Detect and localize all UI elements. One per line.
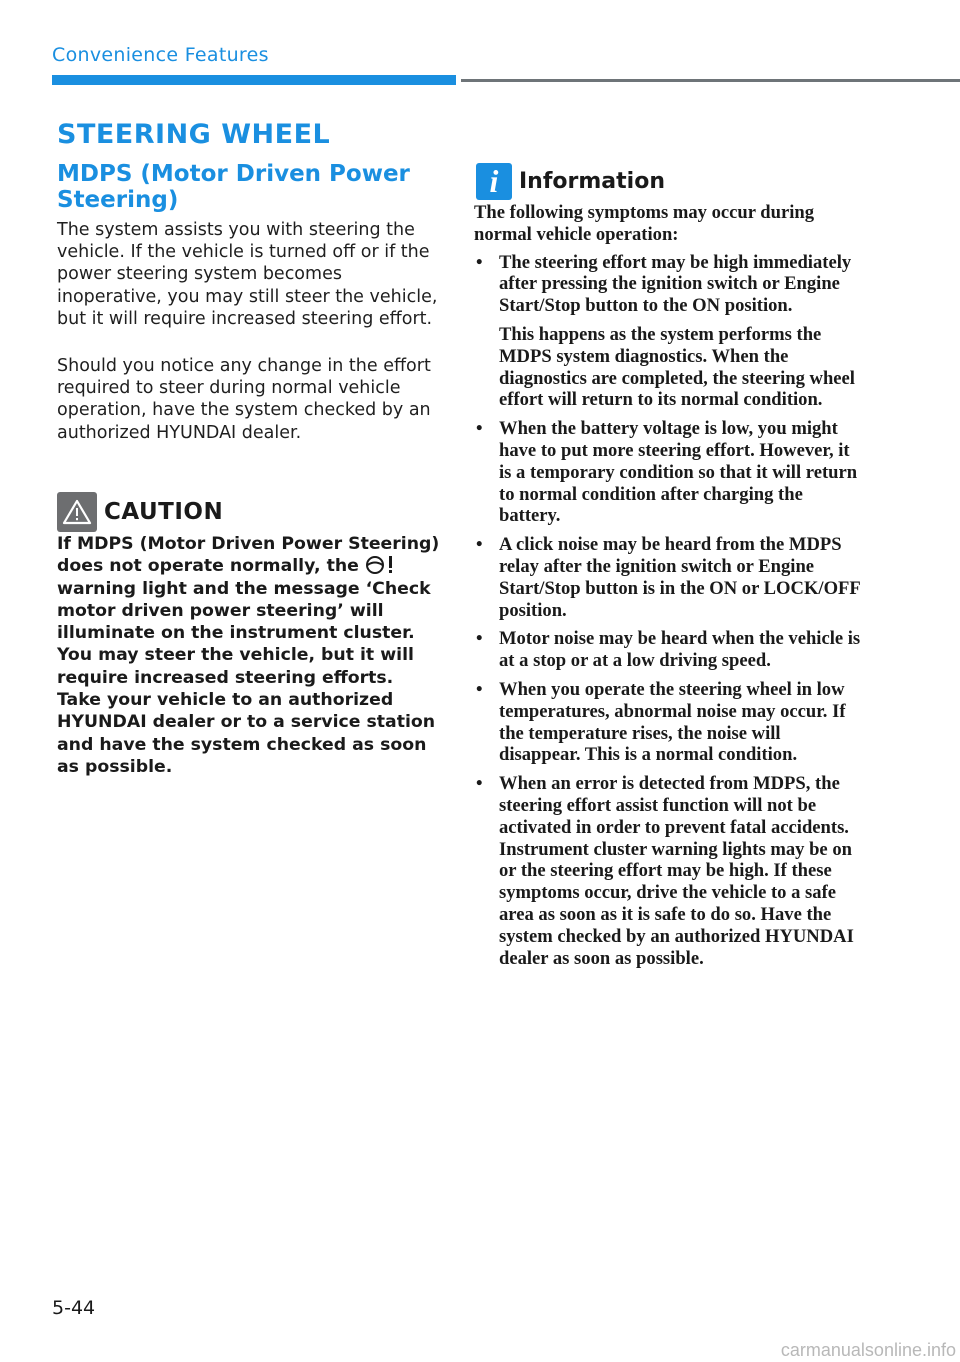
list-item [474,252,864,412]
steering-wheel-warning-icon [365,555,395,575]
list-item-text: • When an error is detected from MDPS, the steering effort assist function will not be activated in order to prevent fatal accidents. Instrument cluster warning lights may be on or the steering effort may be high. If these symptoms occur, drive the vehicle to a safe area as soon as it is safe to do so. Have the system checked by an authorized HYUNDAI dealer as soon as possible. [499,773,854,969]
header-rule [461,79,960,82]
caution-text-after-icon: warning light and the message ‘Check motor driven power steering’ will illuminate on the instrument cluster. You may steer the vehicle, but it will require increased steering efforts. Take your vehicle to an authorized HYUNDAI dealer or to a service station and have the system checked as soon as possible. [57,578,436,777]
information-body [474,202,864,976]
body-paragraph: Should you notice any change in the effort required to steer during normal vehicle operation, have the system checked by an authorized HYUNDAI dealer. [57,356,431,443]
caution-header [57,492,223,532]
page-number: 5-44 [52,1297,96,1319]
body-paragraph: The system assists you with steering the vehicle. If the vehicle is turned off or if the power steering system becomes inoperative, you may still steer the vehicle, but it will require increased steering effort. [57,220,438,329]
watermark: carmanualsonline.info [780,1340,956,1360]
caution-text-before-icon: If MDPS (Motor Driven Power Steering) does not operate normally, the [57,534,440,577]
information-label: Information [519,169,665,194]
list-item-text: • When the battery voltage is low, you might have to put more steering effort. However, it is a temporary condition so that it will return to normal condition after charging the battery. [499,418,858,527]
list-item-text: • The steering effort may be high immediately after pressing the ignition switch or Engine Start/Stop button to the ON position. [499,251,852,317]
list-item [474,628,864,672]
caution-label: CAUTION [104,499,224,525]
header-rule-accent [52,75,456,85]
information-intro: The following symptoms may occur during normal vehicle operation: [474,202,815,245]
warning-triangle-icon [57,492,97,532]
info-icon: i [476,163,512,200]
information-list [474,252,864,970]
list-item-text: • A click noise may be heard from the MDPS relay after the ignition switch or Engine Start/Stop button is in the ON or LOCK/OFF position. [499,534,861,621]
header-title: Convenience Features [52,44,269,66]
subsection-title: MDPS (Motor Driven Power Steering) [57,161,410,213]
list-item-text: • When you operate the steering wheel in low temperatures, abnormal noise may occur. If the temperature rises, the noise will disappear. This is a normal condition. [499,678,846,766]
list-item [474,418,864,527]
list-item [474,534,864,621]
list-item [474,679,864,766]
caution-text [57,533,442,778]
list-item-note: This happens as the system performs the MDPS system diagnostics. When the diagnostics are completed, the steering wheel effort will return to its normal condition. [499,323,855,411]
list-item [474,773,864,969]
list-item-text: • Motor noise may be heard when the vehicle is at a stop or at a low driving speed. [499,628,861,672]
section-title: STEERING WHEEL [57,119,331,150]
information-header [476,163,665,200]
